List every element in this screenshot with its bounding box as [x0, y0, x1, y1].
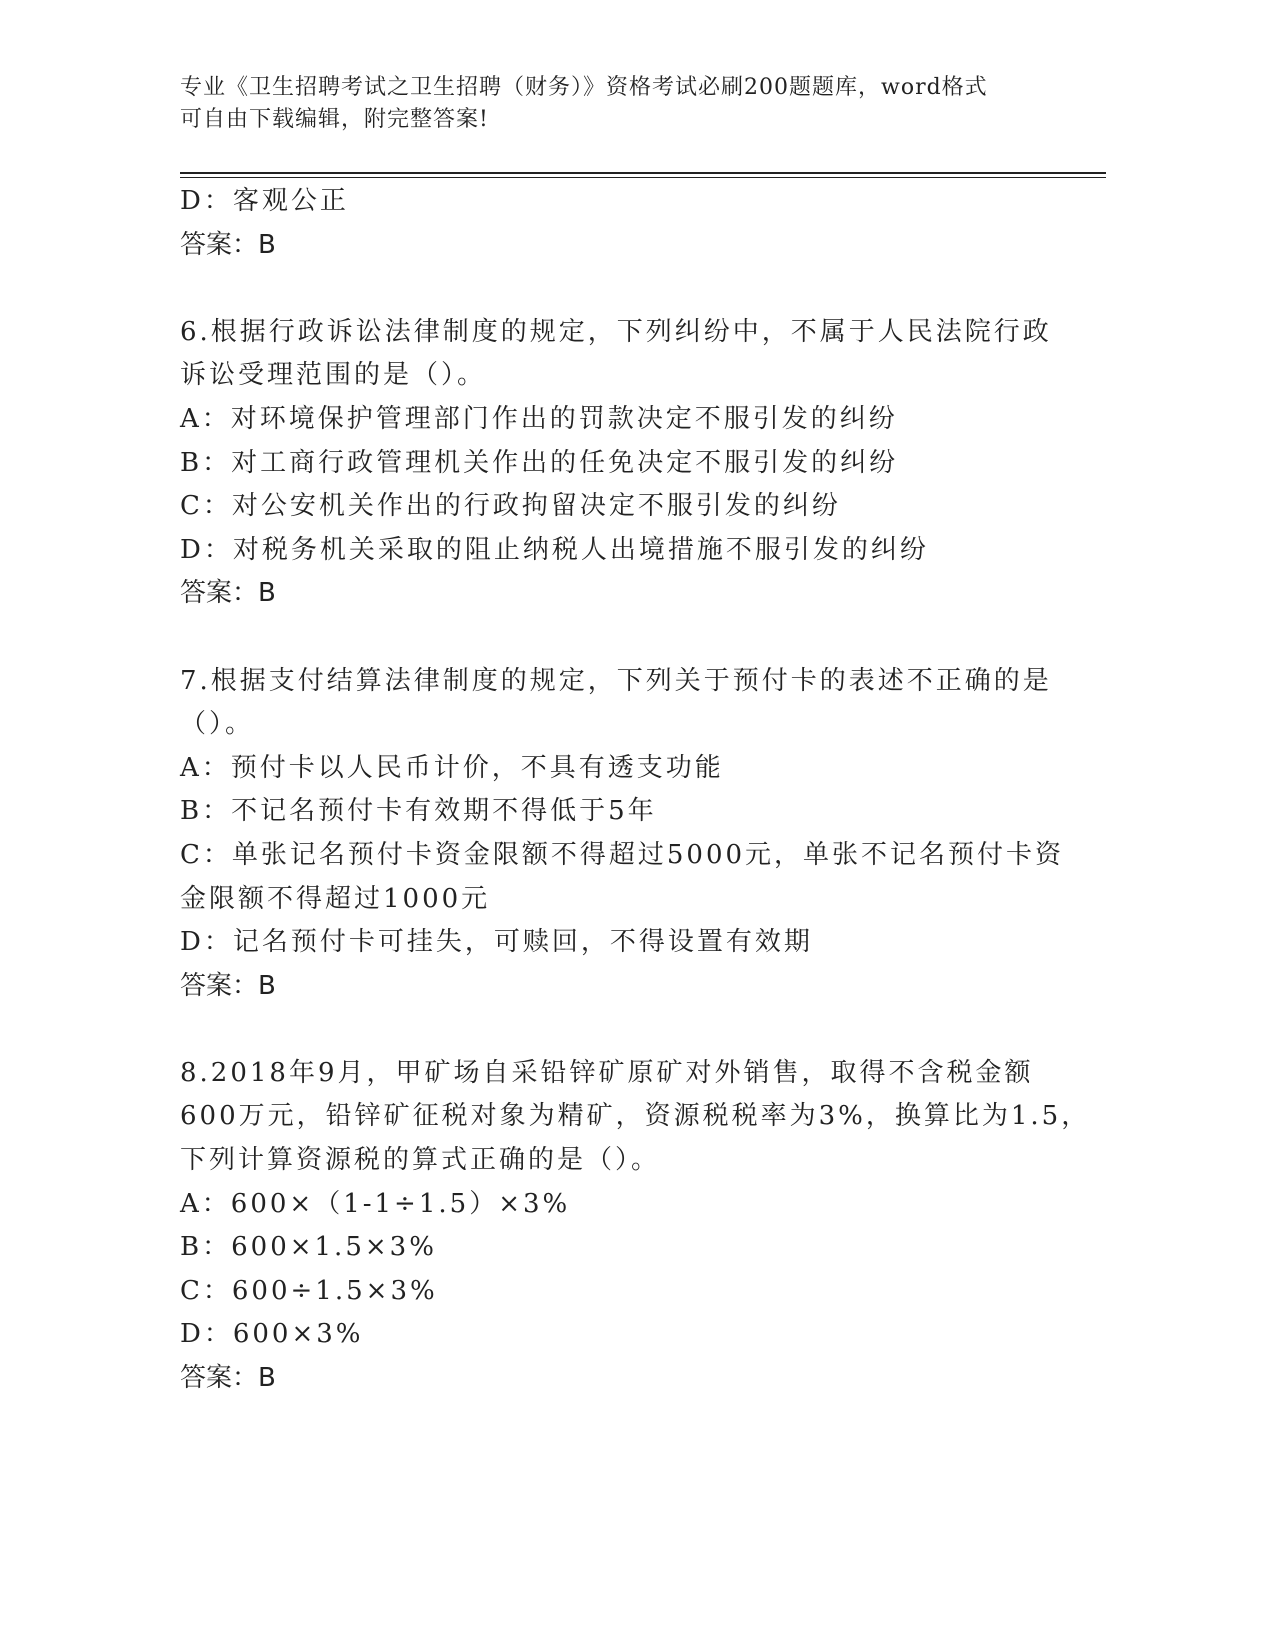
answer-line: 答案：B [180, 970, 276, 1001]
question-6 [180, 311, 1060, 616]
option-c-continued: 金限额不得超过1000元 [180, 883, 491, 914]
answer-line: 答案：B [180, 1363, 276, 1394]
question-stem-line: 600万元，铅锌矿征税对象为精矿，资源税税率为3%，换算比为1.5， [180, 1101, 1091, 1132]
question-stem-line: 下列计算资源税的算式正确的是（）。 [180, 1145, 661, 1176]
option-b: B：600×1.5×3% [180, 1232, 437, 1263]
question-stem-line: 诉讼受理范围的是（）。 [180, 360, 487, 391]
option-d: D：记名预付卡可挂失，可赎回，不得设置有效期 [180, 927, 813, 958]
answer-line: 答案：B [180, 578, 276, 609]
spacer [180, 616, 1060, 660]
option-a: A：对环境保护管理部门作出的罚款决定不服引发的纠纷 [180, 403, 898, 434]
question-7 [180, 660, 1065, 1009]
option-c: C：600÷1.5×3% [180, 1275, 438, 1306]
option-b: B：对工商行政管理机关作出的任免决定不服引发的纠纷 [180, 447, 899, 478]
document-body [180, 180, 1091, 1401]
question-8 [180, 1052, 1091, 1401]
option-b: B：不记名预付卡有效期不得低于5年 [180, 796, 657, 827]
option-d: D：600×3% [180, 1319, 364, 1350]
header-divider [180, 172, 1106, 178]
answer-line: 答案：B [180, 229, 276, 260]
previous-question-tail [180, 180, 1060, 267]
question-stem-line: （）。 [180, 709, 255, 740]
option-d: D：客观公正 [180, 186, 349, 216]
header-title-line-1: 专业《卫生招聘考试之卫生招聘（财务）》资格考试必刷200题题库，word格式 [180, 75, 988, 100]
question-stem-line: 8.2018年9月，甲矿场自采铅锌矿原矿对外销售，取得不含税金额 [180, 1057, 1034, 1088]
option-a: A：预付卡以人民币计价，不具有透支功能 [180, 752, 724, 783]
page-header [180, 72, 1060, 136]
option-a: A：600×（1-1÷1.5）×3% [180, 1188, 571, 1219]
option-c: C：对公安机关作出的行政拘留决定不服引发的纠纷 [180, 491, 841, 522]
header-title-line-2: 可自由下载编辑，附完整答案! [180, 107, 489, 132]
option-d: D：对税务机关采取的阻止纳税人出境措施不服引发的纠纷 [180, 534, 929, 565]
question-stem-line: 7.根据支付结算法律制度的规定，下列关于预付卡的表述不正确的是 [180, 665, 1052, 696]
question-stem-line: 6.根据行政诉讼法律制度的规定，下列纠纷中，不属于人民法院行政 [180, 316, 1052, 347]
option-c: C：单张记名预付卡资金限额不得超过5000元，单张不记名预付卡资 [180, 839, 1065, 870]
spacer [180, 267, 1060, 311]
spacer [180, 1008, 1060, 1052]
